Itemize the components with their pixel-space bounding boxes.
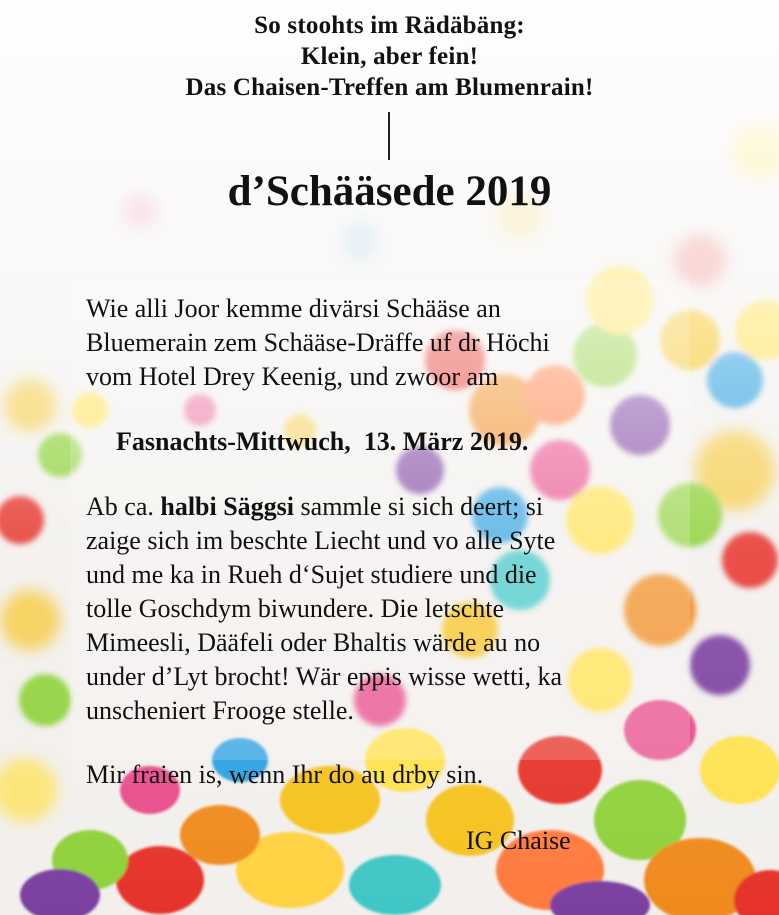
header-line-1: So stoohts im Rädäbäng: — [254, 12, 525, 39]
body-line-3: und me ka in Rueh d‘Sujet studiere und die — [86, 560, 537, 589]
body-line-7: unscheniert Frooge stelle. — [86, 696, 354, 725]
body-prefix: Ab ca. — [86, 492, 161, 521]
vertical-divider — [388, 112, 390, 160]
closing-line: Mir fraien is, wenn Ihr do au drby sin. — [86, 760, 484, 789]
intro-line-2: Bluemerain zem Schääse-Dräffe uf dr Höchi — [86, 328, 550, 357]
signature: IG Chaise — [466, 826, 571, 855]
header-line-3: Das Chaisen-Treffen am Blumenrain! — [185, 74, 594, 101]
body-line-4: tolle Goschdym biwundere. Die letschte — [86, 594, 505, 623]
body-line-1-rest: sammle si sich deert; si — [294, 492, 544, 521]
intro-line-1: Wie alli Joor kemme divärsi Schääse an — [86, 294, 501, 323]
header-line-2: Klein, aber fein! — [300, 43, 479, 70]
body-paragraph — [86, 490, 726, 728]
start-time: halbi Säggsi — [160, 492, 295, 521]
body-line-2: zaige sich im beschte Liecht und vo alle Syte — [86, 526, 556, 555]
intro-line-3: vom Hotel Drey Keenig, und zwoor am — [86, 362, 499, 391]
page-title: d’Schääsede 2019 — [227, 168, 552, 215]
event-date: Fasnachts-Mittwuch, 13. März 2019. — [116, 427, 529, 456]
header — [0, 10, 779, 103]
body-line-5: Mimeesli, Dääfeli oder Bhaltis wärde au no — [86, 628, 541, 657]
intro-paragraph — [86, 292, 726, 394]
body-line-6: under d’Lyt brocht! Wär eppis wisse wetti, ka — [86, 662, 563, 691]
